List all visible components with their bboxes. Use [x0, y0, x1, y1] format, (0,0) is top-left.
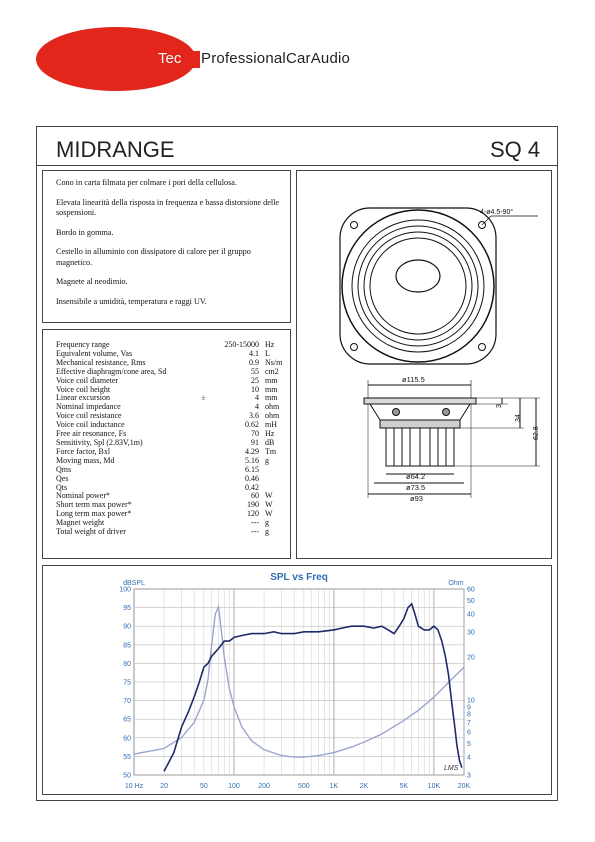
dim-64: ø64.2: [406, 472, 426, 481]
description-text: [56, 178, 284, 316]
terminal: [393, 409, 400, 416]
spec-unit: L: [265, 348, 270, 358]
y-right-tick-label: 20: [467, 654, 475, 662]
dim-73: ø73.5: [406, 483, 426, 492]
x-tick-label: 20: [160, 783, 168, 790]
spec-label: Voice coil diameter: [56, 375, 119, 385]
spec-label: Equivalent volume, Vas: [56, 348, 133, 358]
y-left-tick-label: 70: [123, 698, 131, 706]
spec-value: 25: [251, 375, 259, 385]
speaker-drawing: [296, 170, 552, 559]
front-ring-3: [358, 226, 478, 346]
y-left-tick-label: 50: [123, 772, 131, 780]
spec-tolerance: [196, 412, 211, 421]
dim-outer: ø115.5: [402, 375, 425, 384]
spec-label: Qts: [56, 482, 68, 492]
spec-value: 55: [251, 366, 259, 376]
front-ring-2: [352, 220, 484, 352]
spec-unit: dB: [265, 437, 275, 447]
spec-tolerance: [196, 350, 211, 359]
spec-value: 250-15000: [224, 340, 259, 349]
spec-tolerance: ±: [201, 393, 206, 403]
spec-label: Short term max power*: [56, 500, 132, 510]
y-right-tick-label: 9: [467, 704, 471, 712]
spl-chart: [42, 565, 552, 795]
front-ring-5: [370, 238, 466, 334]
spec-unit: Hz: [265, 340, 275, 349]
x-tick-label: 10K: [427, 783, 441, 790]
spec-value: 4: [255, 402, 259, 412]
y-right-tick-label: 4: [467, 754, 471, 762]
x-tick-label: 10 Hz: [124, 783, 144, 790]
y-right-tick-label: 50: [467, 597, 475, 605]
x-tick-label: 50: [199, 783, 208, 790]
spec-label: Mechanical resistance, Rms: [56, 357, 146, 367]
spec-label: Voice coil resistance: [56, 411, 122, 421]
x-tick-label: 5K: [399, 783, 409, 790]
description-line: Cestello in alluminio con dissipatore di calore per il gruppo magnetico.: [56, 247, 251, 267]
description-line: Insensibile a umidità, temperatura e raggi UV.: [56, 296, 207, 306]
front-frame: [340, 208, 496, 364]
chart-title: SPL vs Freq: [270, 572, 328, 583]
y-right-tick-label: 30: [467, 629, 475, 637]
spec-value: ---: [251, 527, 259, 537]
y-right-tick-label: 40: [467, 611, 475, 619]
spec-row: [56, 475, 295, 484]
product-model: SQ 4: [490, 137, 541, 162]
spec-label: Nominal impedance: [56, 402, 121, 412]
front-dustcap: [396, 260, 440, 292]
spec-row: [56, 457, 295, 466]
terminal: [443, 409, 450, 416]
spec-value: 120: [247, 509, 259, 519]
y-left-tick-label: 90: [123, 623, 131, 631]
y-left-tick-label: 60: [123, 735, 131, 743]
mount-hole: [351, 222, 358, 229]
product-category: MIDRANGE: [56, 137, 175, 162]
y-left-tick-label: 95: [123, 605, 131, 613]
spec-value: 6.15: [245, 464, 259, 474]
y-right-tick-label: 5: [467, 740, 471, 748]
front-ring-4: [364, 232, 472, 340]
hole-leader: [482, 216, 491, 225]
specs-table: [56, 341, 295, 537]
spec-unit: W: [265, 500, 273, 510]
spec-tolerance: [196, 492, 211, 501]
hole-dimension: 4-ø4.5-90°: [480, 209, 514, 216]
spec-value: ---: [251, 518, 259, 528]
spec-unit: g: [265, 518, 269, 528]
spec-value: 4.1: [249, 348, 259, 358]
x-tick-label: 1K: [329, 783, 339, 790]
spec-label: Long term max power*: [56, 509, 132, 519]
spec-label: Voice coil inductance: [56, 420, 125, 430]
spec-value: 0.42: [245, 482, 259, 492]
spec-label: Qms: [56, 464, 72, 474]
y-right-tick-label: 3: [467, 772, 471, 780]
spec-unit: [265, 466, 295, 475]
spec-tolerance: [196, 510, 211, 519]
y-left-tick-label: 65: [123, 716, 131, 724]
x-tick-label: 200: [258, 783, 270, 790]
spec-label: Magnet weight: [56, 518, 105, 528]
spec-unit: ohm: [265, 411, 280, 421]
spec-unit: g: [265, 455, 269, 465]
y-right-label: Ohm: [448, 580, 464, 587]
spec-unit: [265, 475, 295, 484]
spec-tolerance: [196, 484, 211, 493]
chart-annotation: LMS: [444, 765, 459, 772]
spec-value: 5.16: [245, 455, 259, 465]
spec-value: 4.29: [245, 446, 259, 456]
side-basket: [370, 404, 470, 420]
spec-tolerance: [196, 368, 211, 377]
title-divider: [37, 165, 557, 166]
spec-tolerance: [196, 448, 211, 457]
y-left-tick-label: 55: [123, 753, 131, 761]
spec-value: 10: [251, 384, 259, 394]
spec-unit: W: [265, 509, 273, 519]
spec-tolerance: [196, 457, 211, 466]
spec-unit: mm: [265, 375, 278, 385]
spec-value: 0.62: [245, 420, 259, 430]
dim-93: ø93: [410, 494, 423, 503]
description-line: Bordo in gomma.: [56, 227, 114, 237]
spec-tolerance: [196, 466, 211, 475]
side-flange: [364, 398, 476, 404]
y-left-tick-label: 80: [123, 660, 131, 668]
dim-62: 62.8: [533, 426, 540, 440]
brand-name: ProfessionalCarAudio: [201, 50, 351, 67]
spec-unit: Hz: [265, 429, 275, 439]
side-magnet: [380, 420, 460, 428]
spec-value: 0.9: [249, 357, 259, 367]
spec-label: Total weight of driver: [56, 527, 126, 537]
spec-tolerance: [196, 341, 211, 350]
spec-tolerance: [196, 501, 211, 510]
spec-unit: mH: [265, 420, 277, 430]
spec-value: 60: [251, 491, 259, 501]
spec-label: Nominal power*: [56, 491, 110, 501]
spec-value: 0.46: [245, 473, 259, 483]
spec-unit: cm2: [265, 366, 279, 376]
mount-hole: [479, 344, 486, 351]
spec-value: 91: [251, 437, 259, 447]
x-tick-label: 20K: [457, 783, 471, 790]
spec-label: Voice coil height: [56, 384, 111, 394]
spec-unit: g: [265, 527, 269, 537]
spec-label: Free air resonance, Fs: [56, 429, 127, 439]
spec-value: 4: [255, 393, 259, 403]
spec-tolerance: [196, 421, 211, 430]
y-right-tick-label: 10: [467, 697, 475, 705]
y-right-tick-label: 60: [467, 586, 475, 594]
x-tick-label: 2K: [359, 783, 369, 790]
spec-label: Sensitivity, Spl (2.83V,1m): [56, 437, 143, 447]
spec-tolerance: [196, 430, 211, 439]
description-line: Cono in carta filmata per colmare i pori della cellulosa.: [56, 178, 237, 187]
x-tick-label: 500: [298, 783, 310, 790]
spec-label: Linear excursion: [56, 393, 110, 403]
spec-label: Frequency range: [56, 340, 110, 349]
spec-tolerance: [196, 519, 211, 528]
spec-label: Effective diaphragm/cone area, Sd: [56, 366, 167, 376]
spec-label: Qes: [56, 473, 69, 483]
spec-label: Moving mass, Md: [56, 455, 115, 465]
dim-34: 34: [515, 414, 522, 422]
spec-tolerance: [196, 475, 211, 484]
spec-unit: mm: [265, 384, 278, 394]
y-left-tick-label: 75: [123, 679, 131, 687]
spec-value: 70: [251, 429, 259, 439]
y-right-tick-label: 8: [467, 711, 471, 719]
spec-tolerance: [196, 359, 211, 368]
spec-unit: Tm: [265, 446, 277, 456]
spec-value: 3.6: [249, 411, 259, 421]
y-right-tick-label: 7: [467, 719, 471, 727]
y-left-tick-label: 85: [123, 642, 131, 650]
y-left-tick-label: 100: [119, 586, 131, 594]
spec-tolerance: [196, 439, 211, 448]
spec-tolerance: [196, 377, 211, 386]
x-tick-label: 100: [228, 783, 240, 790]
description-line: Magnete al neodimio.: [56, 277, 128, 286]
mount-hole: [351, 344, 358, 351]
spec-unit: mm: [265, 393, 278, 403]
spec-unit: W: [265, 491, 273, 501]
spec-row: [56, 528, 295, 537]
logo-tec-text: Tec: [158, 50, 182, 67]
spec-row: [56, 466, 295, 475]
spec-value: 190: [247, 500, 259, 510]
spec-label: Force factor, Bxl: [56, 446, 111, 456]
dim-3: 3: [496, 404, 503, 408]
spec-tolerance: [196, 403, 211, 412]
front-ring-outer: [342, 210, 494, 362]
y-left-label: dBSPL: [123, 580, 145, 587]
description-line: Elevata linearità della risposta in frequenza e bassa distorsione delle sospensioni.: [56, 197, 280, 217]
spec-unit: Ns/m: [265, 357, 283, 367]
spec-tolerance: [196, 528, 211, 537]
spec-unit: ohm: [265, 402, 280, 412]
y-right-tick-label: 6: [467, 729, 471, 737]
